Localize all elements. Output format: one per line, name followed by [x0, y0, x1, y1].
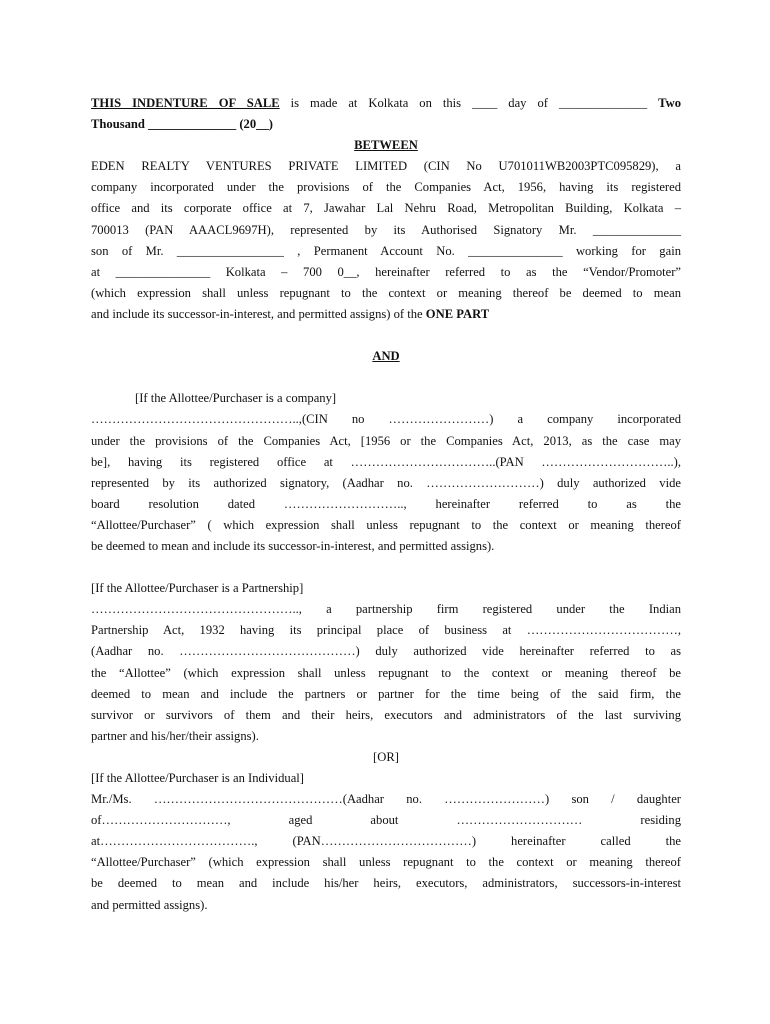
and-heading: AND — [372, 349, 400, 364]
paragraph-line: EDEN REALTY VENTURES PRIVATE LIMITED (CIN No U701011WB2003PTC095829), a — [91, 159, 681, 174]
partnership-heading: [If the Allottee/Purchaser is a Partnership] — [91, 581, 304, 596]
paragraph-line: represented by its authorized signatory, (Aadhar no. ………………………) duly authorized vide — [91, 475, 681, 490]
one-part-label: ONE PART — [425, 306, 490, 321]
paragraph-line: Partnership Act, 1932 having its principal place of business at ………………………………, — [91, 623, 681, 638]
paragraph-line: be deemed to mean and include his/her heirs, executors, administrators, successors-in-interest — [91, 876, 681, 891]
paragraph-line: (Aadhar no. ……………………………………) duly authorized vide hereinafter referred to as — [91, 644, 681, 659]
vendor-paragraph — [91, 156, 681, 325]
indenture-line-2: Thousand ______________ (20__) — [91, 117, 273, 132]
paragraph-line: ………………………………………….., a partnership firm registered under the Indian — [91, 602, 681, 617]
individual-heading: [If the Allottee/Purchaser is an Individual] — [91, 771, 304, 785]
paragraph-line: be deemed to mean and include its successor-in-interest, and permitted assigns). — [91, 538, 495, 553]
paragraph-line: and include its successor-in-interest, and permitted assigns) of the ONE PART — [91, 306, 490, 321]
paragraph-line: of…………………………, aged about ………………………… residing — [91, 813, 681, 828]
or-separator: [OR] — [373, 749, 399, 764]
paragraph-line: (which expression shall unless repugnant to the context or meaning thereof be deemed to mean — [91, 285, 681, 300]
indenture-title: THIS INDENTURE OF SALE — [91, 96, 280, 110]
paragraph-line: partner and his/her/their assigns). — [91, 728, 259, 743]
company-heading: [If the Allottee/Purchaser is a company] — [135, 391, 337, 406]
paragraph-line: at _______________ Kolkata – 700 0__, hereinafter referred to as the “Vendor/Promoter” — [91, 264, 681, 279]
paragraph-line: survivor or survivors of them and their heirs, executors and administrators of the last surviving — [91, 707, 681, 722]
paragraph-line: be], having its registered office at ……………………………..(PAN …………………………..), — [91, 454, 681, 469]
paragraph-line: at………………………………., (PAN………………………………) hereinafter called the — [91, 834, 681, 849]
paragraph-line: deemed to mean and include the partners or partner for the time being of the said firm, the — [91, 686, 681, 701]
partnership-section — [91, 578, 681, 747]
paragraph-line: office and its corporate office at 7, Jawahar Lal Nehru Road, Metropolitan Building, Kolkata – — [91, 201, 681, 216]
individual-section — [91, 768, 681, 916]
paragraph-line: “Allottee/Purchaser” (which expression shall unless repugnant to the context or meaning thereof — [91, 855, 681, 870]
paragraph-line: 700013 (PAN AAACL9697H), represented by its Authorised Signatory Mr. ______________ — [91, 222, 681, 237]
paragraph-line: board resolution dated ……………………….., hereinafter referred to as the — [91, 496, 681, 511]
paragraph-line: company incorporated under the provisions of the Companies Act, 1956, having its registered — [91, 180, 681, 195]
company-section — [91, 388, 681, 557]
paragraph-line: …………………………………………..,(CIN no ……………………) a company incorporated — [91, 412, 681, 427]
paragraph-line: son of Mr. _________________ , Permanent Account No. _______________ working for gain — [91, 243, 681, 258]
indenture-line-1: THIS INDENTURE OF SALE is made at Kolkata on this ____ day of ______________ Two — [91, 96, 681, 110]
paragraph-line: “Allottee/Purchaser” ( which expression shall unless repugnant to the context or meaning thereof — [91, 517, 681, 532]
between-heading: BETWEEN — [354, 138, 418, 153]
paragraph-line: the “Allottee” (which expression shall unless repugnant to the context or meaning thereof be — [91, 665, 681, 680]
paragraph-line: Mr./Ms. ………………………………………(Aadhar no. ……………………) son / daughter — [91, 792, 681, 807]
paragraph-line: and permitted assigns). — [91, 897, 208, 912]
document-page — [91, 93, 681, 916]
paragraph-line: under the provisions of the Companies Act, [1956 or the Companies Act, 2013, as the case may — [91, 433, 681, 448]
